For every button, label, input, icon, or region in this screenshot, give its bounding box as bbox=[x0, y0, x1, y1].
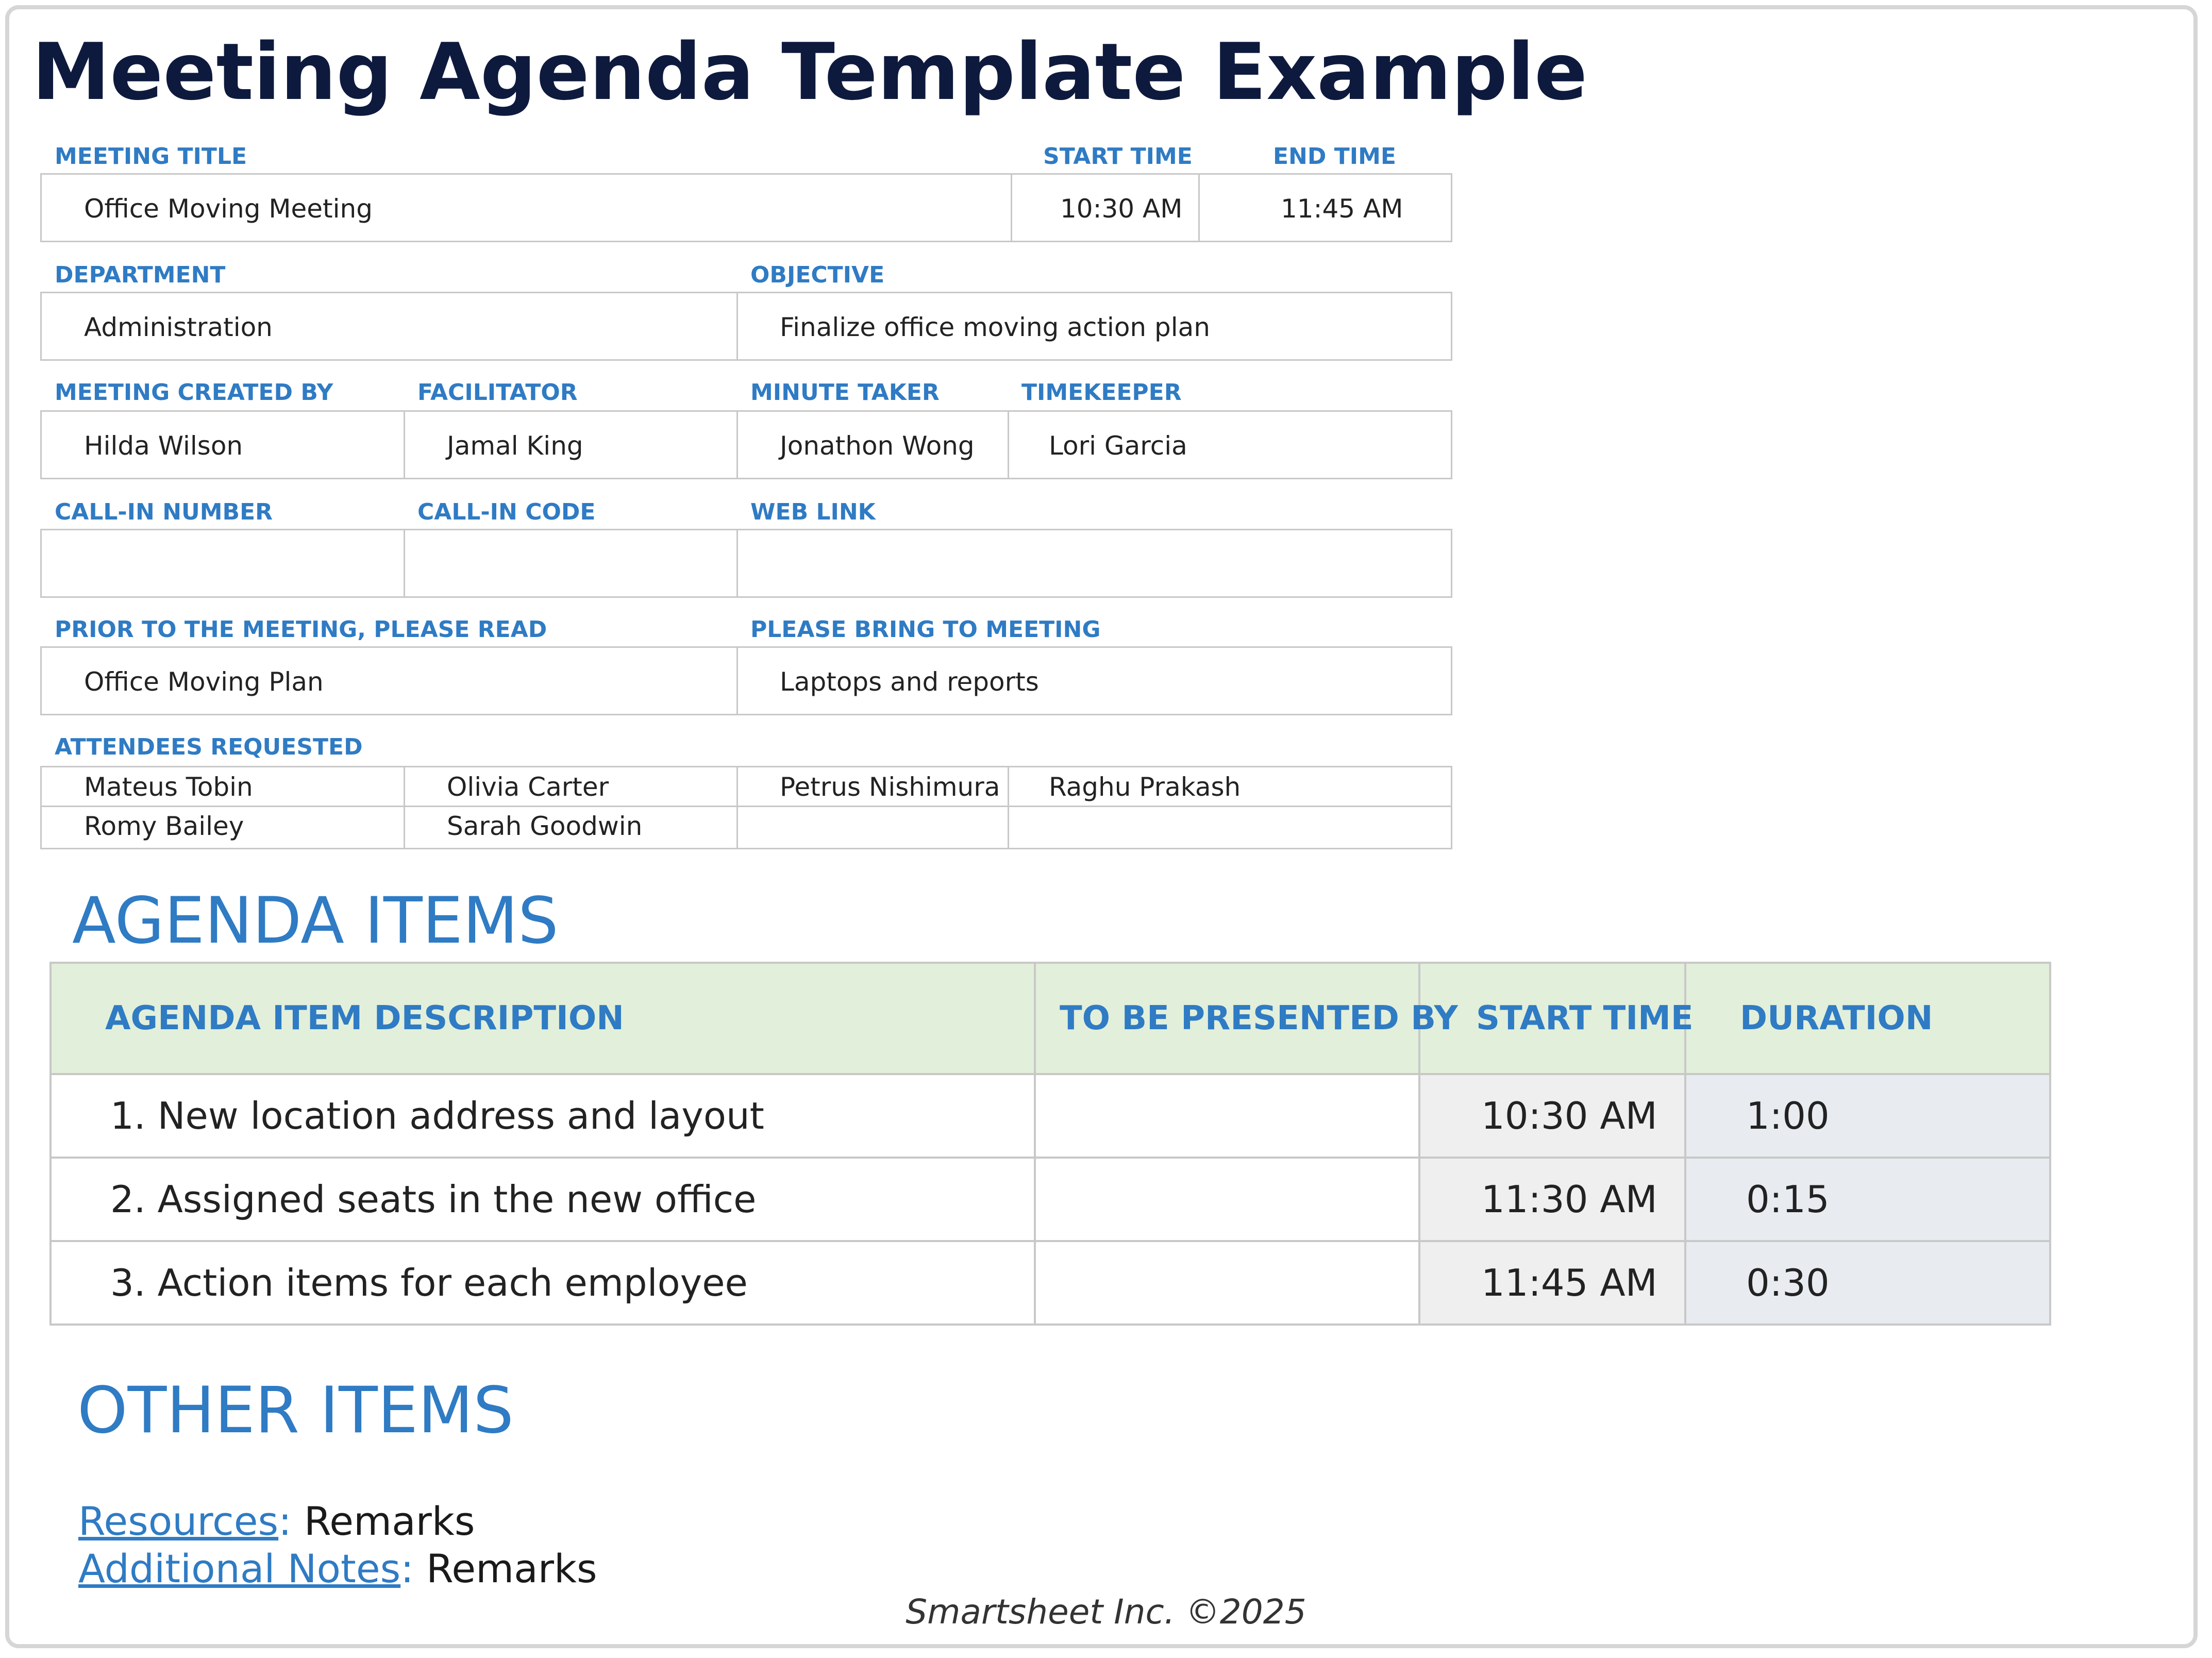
bring-label: PLEASE BRING TO MEETING bbox=[750, 616, 1101, 643]
col-header-duration: DURATION bbox=[1685, 963, 2050, 1074]
col-header-start-time: START TIME bbox=[1419, 963, 1685, 1074]
attendees-grid bbox=[40, 766, 1452, 849]
meeting-title-label: MEETING TITLE bbox=[55, 143, 247, 170]
agenda-start-cell[interactable]: 11:30 AM bbox=[1419, 1158, 1685, 1241]
resources-link[interactable]: Resources bbox=[78, 1498, 279, 1544]
resources-line bbox=[78, 1497, 475, 1546]
agenda-presenter-cell[interactable] bbox=[1035, 1241, 1419, 1325]
prior-read-label: PRIOR TO THE MEETING, PLEASE READ bbox=[55, 616, 547, 643]
department-objective-row bbox=[40, 292, 1452, 361]
timekeeper-label: TIMEKEEPER bbox=[1021, 379, 1182, 406]
prep-row bbox=[40, 646, 1452, 715]
other-items-heading: OTHER ITEMS bbox=[77, 1374, 514, 1448]
minute-taker-label: MINUTE TAKER bbox=[750, 379, 940, 406]
additional-notes-link[interactable]: Additional Notes bbox=[78, 1546, 401, 1592]
attendee-cell[interactable]: Mateus Tobin bbox=[84, 772, 253, 802]
bring-field[interactable]: Laptops and reports bbox=[780, 667, 1039, 697]
agenda-description-cell[interactable]: 3. Action items for each employee bbox=[51, 1241, 1035, 1325]
roles-row bbox=[40, 410, 1452, 479]
agenda-start-cell[interactable]: 11:45 AM bbox=[1419, 1241, 1685, 1325]
agenda-presenter-cell[interactable] bbox=[1035, 1158, 1419, 1241]
resources-separator: : bbox=[278, 1498, 292, 1544]
agenda-description-cell[interactable]: 1. New location address and layout bbox=[51, 1074, 1035, 1158]
callin-number-label: CALL-IN NUMBER bbox=[55, 499, 273, 525]
agenda-duration-cell[interactable]: 0:15 bbox=[1685, 1158, 2050, 1241]
facilitator-label: FACILITATOR bbox=[417, 379, 578, 406]
attendees-label: ATTENDEES REQUESTED bbox=[55, 734, 363, 760]
callin-code-label: CALL-IN CODE bbox=[417, 499, 596, 525]
start-time-field[interactable]: 10:30 AM bbox=[1060, 194, 1183, 224]
facilitator-field[interactable]: Jamal King bbox=[447, 431, 583, 461]
table-row bbox=[51, 1241, 2050, 1325]
resources-remarks: Remarks bbox=[291, 1498, 475, 1544]
attendee-cell[interactable]: Raghu Prakash bbox=[1049, 772, 1241, 802]
end-time-field[interactable]: 11:45 AM bbox=[1281, 194, 1403, 224]
minute-taker-field[interactable]: Jonathon Wong bbox=[780, 431, 975, 461]
attendee-cell[interactable]: Sarah Goodwin bbox=[447, 811, 643, 841]
created-by-label: MEETING CREATED BY bbox=[55, 379, 333, 406]
notes-separator: : bbox=[400, 1546, 414, 1592]
timekeeper-field[interactable]: Lori Garcia bbox=[1049, 431, 1187, 461]
col-header-description: AGENDA ITEM DESCRIPTION bbox=[51, 963, 1035, 1074]
attendee-cell[interactable]: Olivia Carter bbox=[447, 772, 609, 802]
meeting-title-field[interactable]: Office Moving Meeting bbox=[84, 194, 373, 224]
table-row bbox=[51, 1158, 2050, 1241]
objective-field[interactable]: Finalize office moving action plan bbox=[780, 312, 1210, 342]
agenda-duration-cell[interactable]: 0:30 bbox=[1685, 1241, 2050, 1325]
attendee-cell[interactable]: Petrus Nishimura bbox=[780, 772, 1000, 802]
objective-label: OBJECTIVE bbox=[750, 262, 885, 288]
callin-row bbox=[40, 529, 1452, 598]
meeting-title-row bbox=[40, 173, 1452, 242]
page-title: Meeting Agenda Template Example bbox=[32, 26, 1588, 118]
department-field[interactable]: Administration bbox=[84, 312, 273, 342]
web-link-label: WEB LINK bbox=[750, 499, 876, 525]
col-header-presenter: TO BE PRESENTED BY bbox=[1035, 963, 1419, 1074]
notes-line bbox=[78, 1544, 597, 1594]
agenda-start-cell[interactable]: 10:30 AM bbox=[1419, 1074, 1685, 1158]
prior-read-field[interactable]: Office Moving Plan bbox=[84, 667, 324, 697]
agenda-duration-cell[interactable]: 1:00 bbox=[1685, 1074, 2050, 1158]
notes-remarks: Remarks bbox=[413, 1546, 597, 1592]
attendee-cell[interactable]: Romy Bailey bbox=[84, 811, 244, 841]
table-row bbox=[51, 1074, 2050, 1158]
agenda-presenter-cell[interactable] bbox=[1035, 1074, 1419, 1158]
end-time-label: END TIME bbox=[1273, 143, 1396, 170]
start-time-label: START TIME bbox=[1043, 143, 1193, 170]
agenda-heading: AGENDA ITEMS bbox=[72, 884, 559, 958]
agenda-description-cell[interactable]: 2. Assigned seats in the new office bbox=[51, 1158, 1035, 1241]
department-label: DEPARTMENT bbox=[55, 262, 226, 288]
agenda-header-row bbox=[51, 963, 2050, 1074]
created-by-field[interactable]: Hilda Wilson bbox=[84, 431, 243, 461]
agenda-table bbox=[49, 962, 2051, 1326]
copyright-footer: Smartsheet Inc. ©2025 bbox=[906, 1592, 1306, 1632]
